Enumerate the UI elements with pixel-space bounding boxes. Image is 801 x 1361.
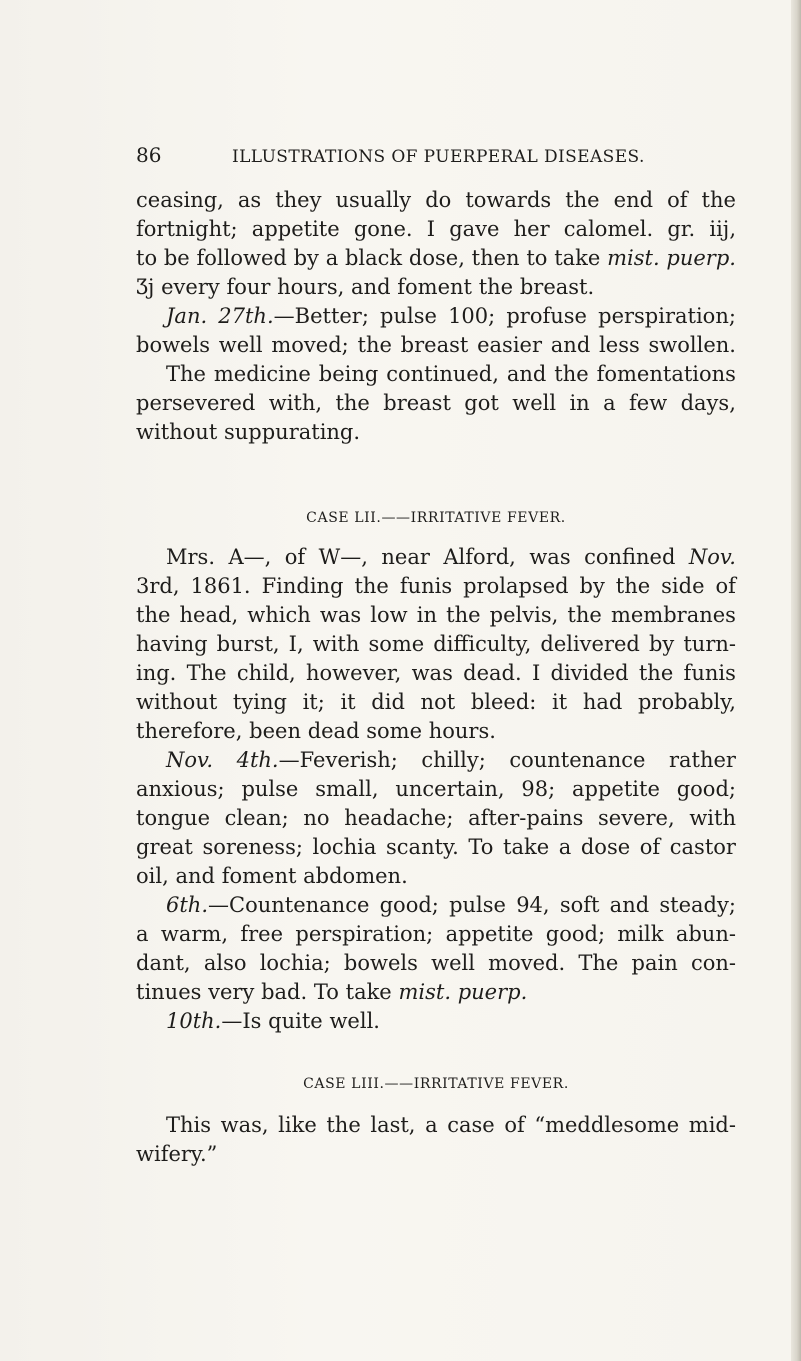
word: abdomen.	[303, 864, 408, 888]
word: the	[638, 661, 674, 685]
word: and	[506, 362, 547, 386]
word: well	[431, 951, 475, 975]
word: swollen.	[648, 333, 736, 357]
text-line	[136, 659, 736, 688]
text-line	[136, 920, 736, 949]
word: was,	[220, 1113, 269, 1137]
word: Alford,	[443, 545, 516, 569]
word: and	[351, 275, 391, 299]
word: ing.	[136, 661, 177, 685]
word: well	[218, 333, 263, 357]
text-line	[136, 1111, 736, 1140]
word: pulse	[380, 304, 437, 328]
text-line	[136, 891, 736, 920]
word: breast	[400, 333, 469, 357]
word: like	[278, 1113, 317, 1137]
word: the	[326, 1113, 361, 1137]
text-line	[136, 949, 736, 978]
word: dose	[580, 835, 631, 859]
word: then	[471, 246, 520, 270]
word: bowels	[136, 333, 210, 357]
word: suppurating.	[223, 420, 361, 444]
word: hours,	[277, 275, 345, 299]
word: of	[504, 1113, 525, 1137]
word: dead.	[463, 661, 522, 685]
word: of	[639, 835, 661, 859]
word: steady;	[659, 893, 736, 917]
word: a	[425, 1113, 438, 1137]
word: the	[701, 188, 736, 212]
word: turn-	[683, 632, 736, 656]
word: of	[284, 545, 306, 569]
word: Nov.	[166, 748, 214, 772]
word: breast.	[519, 275, 595, 299]
word: usually	[335, 188, 412, 212]
word: funis	[683, 661, 736, 685]
word: funis	[399, 574, 453, 598]
date-label: 10th.	[166, 1009, 222, 1033]
word: days,	[680, 391, 736, 415]
word: child,	[236, 661, 296, 685]
word: abun-	[675, 922, 736, 946]
word: Mrs.	[166, 545, 215, 569]
word: bowels	[343, 951, 418, 975]
text-line	[136, 688, 736, 717]
word: 3rd,	[136, 574, 180, 598]
text-line	[136, 331, 736, 360]
word: been	[249, 719, 301, 743]
text-line	[136, 302, 736, 331]
word: Finding	[261, 574, 344, 598]
word: be	[163, 246, 190, 270]
word: difficulty,	[433, 632, 532, 656]
word: castor	[669, 835, 736, 859]
word: W—,	[318, 545, 368, 569]
text-line	[136, 1007, 736, 1036]
word: confined	[584, 545, 676, 569]
word: uncertain,	[395, 777, 505, 801]
word: was	[529, 545, 571, 569]
word: good;	[545, 922, 606, 946]
word: 94,	[516, 893, 550, 917]
word: take	[554, 246, 601, 270]
word: fortnight;	[136, 217, 238, 241]
word: also	[203, 951, 247, 975]
word: prolapsed	[463, 574, 569, 598]
word: good;	[676, 777, 736, 801]
word: take	[345, 980, 392, 1004]
text-line	[136, 833, 736, 862]
word: not	[420, 690, 456, 714]
word: by	[648, 632, 675, 656]
word: and	[175, 864, 215, 888]
date-label: 27th.	[218, 304, 274, 328]
running-title: ILLUSTRATIONS OF PUERPERAL DISEASES.	[232, 147, 645, 167]
word: head,	[179, 603, 239, 627]
word: her	[513, 217, 550, 241]
word: soreness;	[202, 835, 303, 859]
word: gone.	[353, 217, 413, 241]
word: as	[237, 188, 262, 212]
word: milk	[617, 922, 664, 946]
word: to	[526, 246, 548, 270]
text-line	[136, 360, 736, 389]
word: gave	[449, 217, 500, 241]
text-line	[136, 244, 736, 273]
word: low	[370, 603, 408, 627]
word: persevered	[136, 391, 256, 415]
word: good;	[379, 893, 439, 917]
word: they	[275, 188, 322, 212]
word: end	[613, 188, 654, 212]
word: 100;	[448, 304, 496, 328]
word: Ʒj	[136, 275, 155, 299]
word: it	[552, 690, 568, 714]
word: the	[357, 333, 392, 357]
word: the	[554, 362, 589, 386]
word: 4th.—Feverish;	[236, 748, 398, 772]
word: perspiration;	[295, 922, 434, 946]
word: The	[578, 951, 619, 975]
word: Jan.	[166, 304, 208, 328]
word: in	[416, 603, 438, 627]
text-line	[136, 543, 736, 572]
word: and	[609, 893, 650, 917]
word: with	[312, 632, 360, 656]
word: was	[411, 661, 453, 685]
word: gr.	[667, 217, 696, 241]
text-line	[136, 572, 736, 601]
word: bad.	[261, 980, 308, 1004]
word: soft	[559, 893, 600, 917]
word: easier	[477, 333, 543, 357]
word: continued,	[386, 362, 499, 386]
text-line	[136, 186, 736, 215]
word: to	[136, 246, 158, 270]
word: oil,	[136, 864, 169, 888]
word: dose,	[408, 246, 465, 270]
word: To	[468, 835, 494, 859]
word: puerp.	[457, 980, 528, 1004]
word: con-	[690, 951, 736, 975]
word: probably,	[637, 690, 736, 714]
text-line	[136, 775, 736, 804]
word: which	[247, 603, 311, 627]
word: without	[136, 420, 218, 444]
word: clean;	[224, 806, 289, 830]
word: fomentations	[596, 362, 736, 386]
word: mist.	[398, 980, 451, 1004]
text-line	[136, 804, 736, 833]
word: mist.	[607, 246, 660, 270]
page-number: 86	[136, 143, 162, 167]
word: lochia;	[259, 951, 331, 975]
word: warm,	[160, 922, 229, 946]
word: did	[371, 690, 405, 714]
word: tying	[232, 690, 287, 714]
word: had	[582, 690, 623, 714]
word: well.	[329, 1009, 380, 1033]
word: take	[503, 835, 550, 859]
word: by	[293, 246, 319, 270]
word: appetite	[251, 217, 340, 241]
word: the	[565, 188, 600, 212]
text-line	[136, 389, 736, 418]
word: well	[512, 391, 557, 415]
word: in	[569, 391, 590, 415]
word: with,	[268, 391, 323, 415]
word: less	[599, 333, 640, 357]
word: foment	[397, 275, 472, 299]
word: tongue	[136, 806, 211, 830]
word: towards	[465, 188, 552, 212]
word: a	[325, 246, 339, 270]
word: a	[136, 922, 149, 946]
word: wifery.”	[136, 1142, 218, 1166]
word: “meddlesome	[534, 1113, 680, 1137]
word: medicine	[213, 362, 311, 386]
word: mid-	[688, 1113, 736, 1137]
word: and	[550, 333, 591, 357]
word: 1861.	[190, 574, 251, 598]
word: profuse	[506, 304, 587, 328]
word: it;	[302, 690, 325, 714]
text-line	[136, 746, 736, 775]
text-line	[136, 978, 736, 1007]
word: puerp.	[666, 246, 736, 270]
word: a	[558, 835, 572, 859]
word: the	[354, 574, 389, 598]
text-line	[136, 601, 736, 630]
word: membranes	[610, 603, 736, 627]
word: foment	[221, 864, 297, 888]
word: divided	[550, 661, 629, 685]
word: breast	[383, 391, 451, 415]
word: very	[208, 980, 255, 1004]
word: the	[335, 391, 370, 415]
word: chilly;	[421, 748, 486, 772]
word: great	[136, 835, 193, 859]
word: of	[667, 188, 688, 212]
word: moved;	[271, 333, 349, 357]
page-header	[136, 141, 741, 169]
word: the	[478, 275, 514, 299]
word: delivered	[540, 632, 640, 656]
word: followed	[196, 246, 287, 270]
word: iij,	[709, 217, 736, 241]
word: every	[161, 275, 220, 299]
word: 27th.—Better;	[218, 304, 369, 328]
word: having	[136, 632, 208, 656]
word: dead	[307, 719, 360, 743]
word: pulse	[449, 893, 506, 917]
word: pulse	[241, 777, 299, 801]
word: the	[136, 603, 171, 627]
word: countenance	[509, 748, 646, 772]
paragraph-block-1	[136, 186, 736, 447]
page-edge-shadow	[791, 0, 801, 1361]
date-label: 4th.	[236, 748, 279, 772]
word: four	[226, 275, 271, 299]
word: perspiration;	[598, 304, 736, 328]
word: I	[426, 217, 436, 241]
word: hours.	[428, 719, 496, 743]
word: being	[318, 362, 379, 386]
word: pelvis,	[489, 603, 559, 627]
text-line	[136, 717, 736, 746]
word: of	[715, 574, 736, 598]
word: headache;	[344, 806, 454, 830]
word: the	[446, 603, 481, 627]
word: appetite	[572, 777, 660, 801]
word: 6th.—Countenance	[166, 893, 370, 917]
word: case	[447, 1113, 495, 1137]
word: This	[166, 1113, 212, 1137]
word: rather	[668, 748, 736, 772]
case-liii-heading: CASE LIII.——IRRITATIVE FEVER.	[303, 1076, 569, 1092]
word: 10th.—Is	[166, 1009, 262, 1033]
word: free	[240, 922, 284, 946]
text-line	[136, 630, 736, 659]
word: the	[567, 603, 602, 627]
word: Nov.	[688, 545, 736, 569]
word: black	[344, 246, 403, 270]
word: anxious;	[136, 777, 225, 801]
word: dant,	[136, 951, 191, 975]
case-lii-heading: CASE LII.——IRRITATIVE FEVER.	[306, 510, 566, 526]
word: some	[368, 632, 425, 656]
word: however,	[306, 661, 402, 685]
word: side	[661, 574, 705, 598]
paragraph-block-2	[136, 543, 736, 1036]
word: by	[579, 574, 605, 598]
word: the	[615, 574, 651, 598]
word: scanty.	[386, 835, 459, 859]
word: pain	[631, 951, 678, 975]
word: therefore,	[136, 719, 243, 743]
word: a	[603, 391, 616, 415]
word: lochia	[312, 835, 377, 859]
word: no	[303, 806, 330, 830]
word: was	[319, 603, 362, 627]
word: A—,	[228, 545, 272, 569]
text-line	[136, 862, 736, 891]
word: got	[464, 391, 499, 415]
word: tinues	[136, 980, 202, 1004]
date-label: 6th.	[166, 893, 208, 917]
word: ceasing,	[136, 188, 224, 212]
word: The	[186, 661, 227, 685]
text-line	[136, 1140, 736, 1169]
text-line	[136, 273, 736, 302]
word: do	[425, 188, 452, 212]
word: with	[689, 806, 736, 830]
word: near	[381, 545, 430, 569]
word: burst,	[216, 632, 280, 656]
word: calomel.	[563, 217, 654, 241]
word: moved.	[488, 951, 566, 975]
word: I,	[288, 632, 304, 656]
word: quite	[268, 1009, 323, 1033]
word: it	[340, 690, 356, 714]
word: appetite	[445, 922, 534, 946]
paragraph-block-3	[136, 1111, 736, 1169]
text-line	[136, 418, 736, 447]
word: few	[629, 391, 668, 415]
word: last,	[370, 1113, 416, 1137]
word: severe,	[598, 806, 675, 830]
word: The	[166, 362, 206, 386]
word: without	[136, 690, 218, 714]
word: bleed:	[470, 690, 537, 714]
word: small,	[315, 777, 379, 801]
text-line	[136, 215, 736, 244]
word: I	[531, 661, 541, 685]
word: some	[366, 719, 423, 743]
word: after-pains	[468, 806, 584, 830]
word: To	[313, 980, 339, 1004]
word: 98;	[521, 777, 556, 801]
